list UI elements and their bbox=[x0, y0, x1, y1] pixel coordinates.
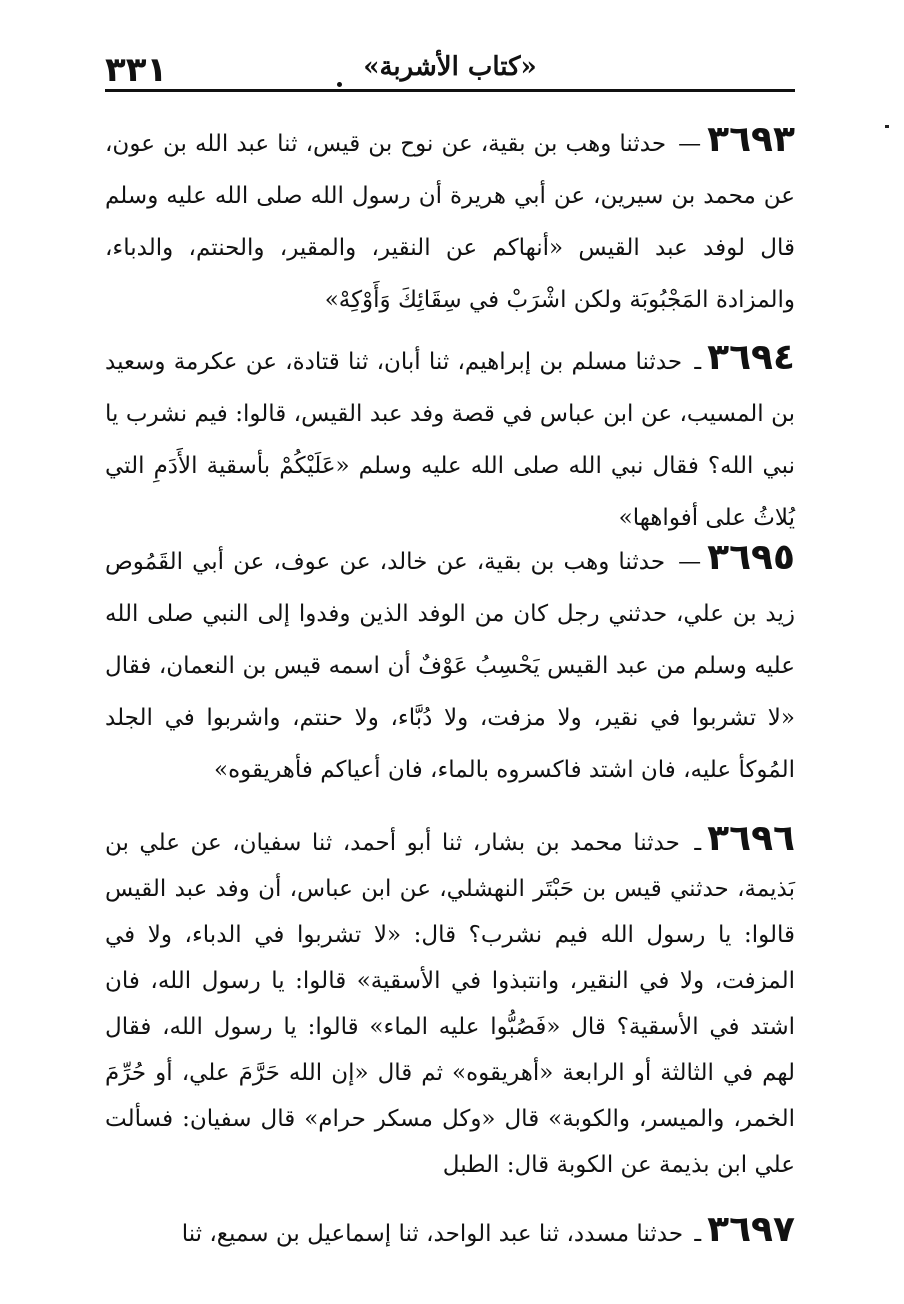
hadith-3696 bbox=[105, 816, 795, 1188]
hadith-text: حدثنا مسلم بن إبراهيم، ثنا أبان، ثنا قتادة، عن عكرمة وسعيد بن المسيب، عن ابن عباس في قصة وفد عبد القيس، قالوا: فيم نشرب يا نبي الله؟ فقال نبي الله صلى الله عليه وسلم «عَلَيْكُمْ بأسقية الأَدَمِ التي يُلاثُ على أفواهها» bbox=[105, 349, 795, 531]
hadith-dash: — bbox=[678, 131, 702, 157]
margin-mark bbox=[885, 125, 889, 128]
hadith-number: ٣٦٩٥ bbox=[707, 537, 795, 578]
hadith-dash: ـ bbox=[694, 1221, 702, 1247]
hadith-dash: — bbox=[678, 549, 702, 575]
page-number: ٣٣١ bbox=[105, 50, 168, 90]
hadith-text: حدثنا مسدد، ثنا عبد الواحد، ثنا إسماعيل بن سميع، ثنا bbox=[181, 1221, 684, 1247]
hadith-number: ٣٦٩٣ bbox=[707, 119, 795, 160]
hadith-text: حدثنا وهب بن بقية، عن نوح بن قيس، ثنا عبد الله بن عون، عن محمد بن سيرين، عن أبي هريرة أن رسول الله صلى الله عليه وسلم قال لوفد عبد القيس «أنهاكم عن النقير، والمقير، والحنتم، والدباء، والمزادة المَجْبُوبَة ولكن اشْرَبْ في سِقَائِكَ وَأَوْكِهْ» bbox=[105, 131, 795, 313]
hadith-3693 bbox=[105, 114, 795, 326]
hadith-number: ٣٦٩٤ bbox=[707, 337, 795, 378]
hadith-number: ٣٦٩٦ bbox=[707, 818, 796, 859]
hadith-dash: ـ bbox=[694, 349, 702, 375]
hadith-dash: ـ bbox=[694, 830, 702, 856]
header-dot bbox=[337, 82, 342, 87]
hadith-3694 bbox=[105, 332, 795, 544]
page-header bbox=[105, 40, 795, 92]
book-title: «كتاب الأشربة» bbox=[363, 52, 537, 82]
hadith-text: حدثنا محمد بن بشار، ثنا أبو أحمد، ثنا سفيان، عن علي بن بَذيمة، حدثني قيس بن حَبْتَر النهشلي، عن ابن عباس، أن وفد عبد القيس قالوا: يا رسول الله فيم نشرب؟ قال: «لا تشربوا في الدباء، ولا في المزفت، ولا في النقير، وانتبذوا في الأسقية» قالوا: يا رسول الله، فان اشتد في الأسقية؟ قال «فَصُبُّوا عليه الماء» قالوا: يا رسول الله، فقال لهم في الثالثة أو الرابعة «أهريقوه» ثم قال «إن الله حَرَّمَ علي، أو حُرِّمَ الخمر، والميسر، والكوبة» قال «وكل مسكر حرام» قال سفيان: فسألت علي ابن بذيمة عن الكوبة قال: الطبل bbox=[105, 830, 795, 1178]
hadith-3697 bbox=[105, 1204, 795, 1260]
hadith-number: ٣٦٩٧ bbox=[707, 1209, 795, 1250]
header-rule bbox=[105, 89, 795, 92]
hadith-text: حدثنا وهب بن بقية، عن خالد، عن عوف، عن أبي القَمُوص زيد بن علي، حدثني رجل كان من الوفد الذين وفدوا إلى النبي صلى الله عليه وسلم من عبد القيس يَحْسِبُ عَوْفٌ أن اسمه قيس بن النعمان، فقال «لا تشربوا في نقير، ولا مزفت، ولا دُبَّاء، ولا حنتم، واشربوا في الجلد المُوكأ عليه، فان اشتد فاكسروه بالماء، فان أعياكم فأهريقوه» bbox=[105, 549, 795, 783]
hadith-3695 bbox=[105, 532, 795, 796]
